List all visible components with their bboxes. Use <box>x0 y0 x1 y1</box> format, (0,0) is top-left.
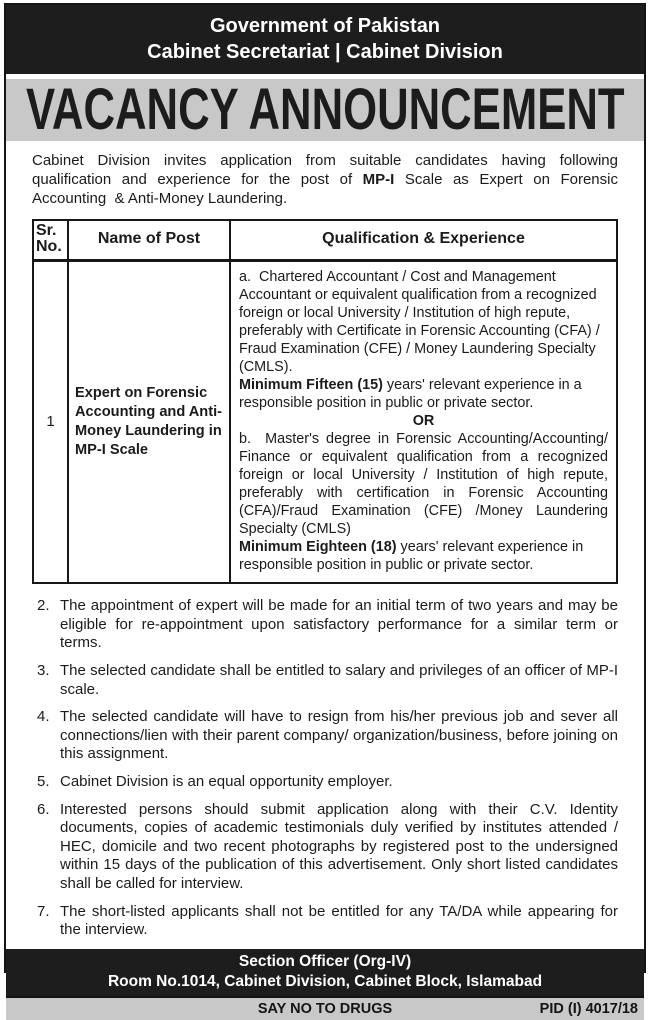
list-item <box>32 773 618 792</box>
list-item-number: 5. <box>37 773 50 791</box>
qualification-option-a: a. Chartered Accountant / Cost and Management Accountant or equivalent qualification from a recognized foreign or local University / Institution of high repute, preferably with Certificate in Forensic Accounting (CFA) / Fraud Examination (CFE) / Money Laundering Specialty (CMLS). <box>239 269 600 376</box>
list-item <box>32 662 618 699</box>
experience-eighteen-bold: Minimum Eighteen (18) <box>239 539 397 556</box>
list-item-text: The appointment of expert will be made for an initial term of two years and may be eligible for re-appointment upon satisfactory performance for a similar term or terms. <box>60 597 618 652</box>
list-item-number: 4. <box>37 708 50 726</box>
header-name-of-post: Name of Post <box>68 220 230 261</box>
sr-no-cell: 1 <box>33 261 68 584</box>
government-header-bar <box>6 5 644 74</box>
list-item-number: 6. <box>37 800 50 818</box>
intro-paragraph <box>32 152 618 209</box>
list-item-number: 7. <box>37 902 50 920</box>
post-name-cell: Expert on Forensic Accounting and Anti-Money Laundering in MP-I Scale <box>68 261 230 584</box>
experience-fifteen-line <box>239 376 608 412</box>
header-qualification-experience: Qualification & Experience <box>230 220 617 261</box>
intro-text-end: Scale as Expert on Forensic Accounting & Anti-Money Laundering. <box>32 170 618 207</box>
list-item-text: Interested persons should submit application along with their C.V. Identity documents, copies of academic testimonials duly verified by institutes attended / HEC, domicile and two recent photographs by registered post to the undersigned within 15 days of the publication of this advertisement. Only short listed candidates shall be called for interview. <box>60 800 618 892</box>
vacancy-table-body <box>33 261 617 584</box>
conditions-list <box>32 597 618 940</box>
drugs-slogan: SAY NO TO DRUGS <box>257 1000 393 1017</box>
contact-officer: Section Officer (Org-IV) <box>238 952 412 970</box>
experience-fifteen-rest: years' relevant experience in a responsible position in public or private sector. <box>239 377 582 412</box>
or-separator: OR <box>412 413 435 430</box>
intro-text-start: Cabinet Division invites application from suitable candidates having following qualification and experience for the post of <box>32 152 618 188</box>
department-subtitle: Cabinet Secretariat | Cabinet Division <box>147 41 503 63</box>
vacancy-banner <box>6 79 644 141</box>
vacancy-table-header <box>33 220 617 261</box>
list-item-text: The selected candidate will have to resign from his/her previous job and sever all connections/lien with their parent company/ organization/business, before joining on this assignment. <box>60 708 618 763</box>
contact-address: Room No.1014, Cabinet Division, Cabinet Block, Islamabad <box>107 972 543 990</box>
list-item-number: 2. <box>37 597 50 615</box>
list-item-number: 3. <box>37 662 50 680</box>
table-row <box>33 261 617 584</box>
ad-frame <box>4 3 646 1017</box>
header-sr-line2: No. <box>36 238 62 256</box>
ad-body <box>6 141 644 949</box>
bottom-strip <box>6 996 644 1020</box>
header-sr-line1: Sr. <box>36 221 57 239</box>
qualification-option-b: b. Master's degree in Forensic Accounting/Accounting/ Finance or equivalent qualification from a recognized foreign or local University / Institution of high repute, preferably with certification in Forensic Accounting (CFA)/Fraud Examination (CFE) /Money Laundering Specialty (CMLS) <box>239 431 608 538</box>
government-title: Government of Pakistan <box>209 15 441 37</box>
experience-fifteen-bold: Minimum Fifteen (15) <box>239 377 383 394</box>
list-item-text: The selected candidate shall be entitled to salary and privileges of an officer of MP-I scale. <box>60 662 618 698</box>
list-item <box>32 597 618 653</box>
list-item <box>32 903 618 940</box>
header-row <box>33 220 617 261</box>
header-sr-no <box>33 220 68 261</box>
contact-footer-bar <box>6 949 644 996</box>
experience-eighteen-rest: years' relevant experience in responsible position in public or private sector. <box>239 539 584 574</box>
list-item <box>32 801 618 894</box>
experience-eighteen-line <box>239 538 608 574</box>
list-item-text: Cabinet Division is an equal opportunity employer. <box>60 773 393 791</box>
pid-number: PID (I) 4017/18 <box>539 1000 638 1017</box>
list-item-text: The short-listed applicants shall not be entitled for any TA/DA while appearing for the interview. <box>60 902 618 939</box>
vacancy-table <box>32 219 618 585</box>
list-item <box>32 708 618 764</box>
vacancy-announcement-title: VACANCY ANNOUNCEMENT <box>25 77 625 143</box>
intro-scale-bold: MP-I <box>362 170 395 188</box>
qualification-cell <box>230 261 617 584</box>
